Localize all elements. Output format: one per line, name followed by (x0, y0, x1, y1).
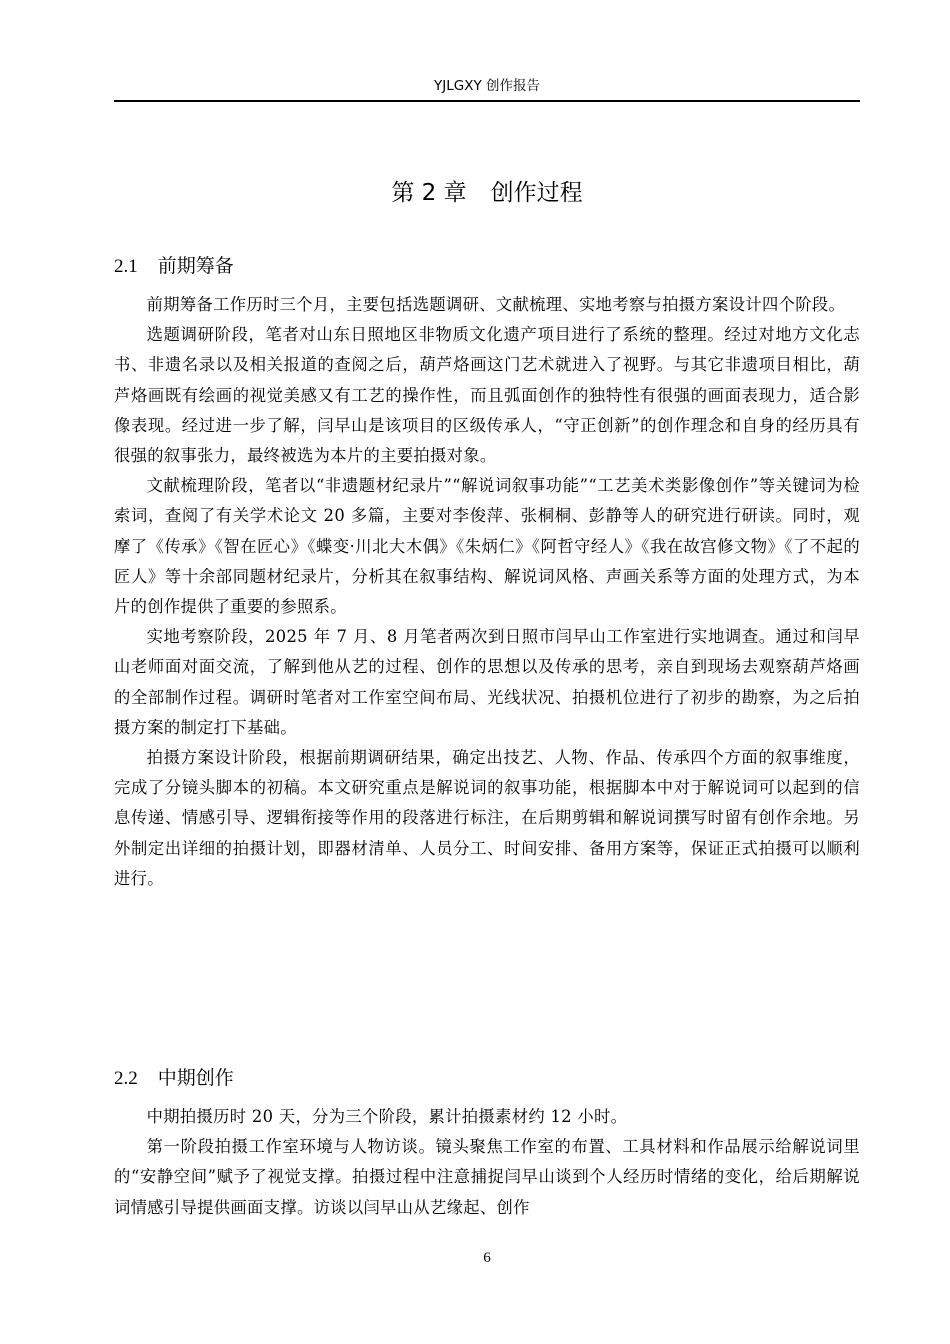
paragraph: 第一阶段拍摄工作室环境与人物访谈。镜头聚焦工作室的布置、工具材料和作品展示给解说词里的“安静空间”赋予了视觉支撑。拍摄过程中注意捕捉闫早山谈到个人经历时情绪的变化，给后期解说词情感引导提供画面支撑。访谈以闫早山从艺缘起、创作 (114, 1137, 860, 1217)
paragraph: 拍摄方案设计阶段，根据前期调研结果，确定出技艺、人物、作品、传承四个方面的叙事维度，完成了分镜头脚本的初稿。本文研究重点是解说词的叙事功能，根据脚本中对于解说词可以起到的信息传递、情感引导、逻辑衔接等作用的段落进行标注，在后期剪辑和解说词撰写时留有创作余地。另外制定出详细的拍摄计划，即器材清单、人员分工、时间安排、备用方案等，保证正式拍摄可以顺利进行。 (114, 748, 860, 888)
paragraph: 中期拍摄历时 20 天，分为三个阶段，累计拍摄素材约 12 小时。 (146, 1107, 628, 1126)
section-body-2-2 (114, 1102, 860, 1223)
paragraph: 前期筹备工作历时三个月，主要包括选题调研、文献梳理、实地考察与拍摄方案设计四个阶段。 (146, 295, 846, 314)
running-header: YJLGXY 创作报告 (434, 78, 540, 94)
section-number: 2.1 (114, 256, 138, 277)
chapter-name: 创作过程 (490, 180, 583, 206)
paragraph: 实地考察阶段，2025 年 7 月、8 月笔者两次到日照市闫早山工作室进行实地调查。通过和闫早山老师面对面交流，了解到他从艺的过程、创作的思想以及传承的思考，亲自到现场去观察葫芦烙画的全部制作过程。调研时笔者对工作室空间布局、光线状况、拍摄机位进行了初步的勘察，为之后拍摄方案的制定打下基础。 (114, 627, 860, 737)
section-body-2-1 (114, 290, 860, 894)
header-rule (114, 100, 860, 102)
section-title: 前期筹备 (157, 255, 234, 277)
paragraph: 文献梳理阶段，笔者以“非遗题材纪录片”“解说词叙事功能”“工艺美术类影像创作”等关键词为检索词，查阅了有关学术论文 20 多篇，主要对李俊萍、张桐桐、彭静等人的研究进行研读。同时，观摩了《传承》《智在匠心》《蝶变·川北大木偶》《朱炳仁》《阿哲守经人》《我在故宫修文物》《了不起的匠人》等十余部同题材纪录片，分析其在叙事结构、解说词风格、声画关系等方面的处理方式，为本片的创作提供了重要的参照系。 (114, 476, 860, 617)
chapter-number: 第 2 章 (391, 180, 467, 206)
section-heading-2-1 (114, 252, 860, 281)
section-heading-2-2 (114, 1064, 860, 1093)
paragraph: 选题调研阶段，笔者对山东日照地区非物质文化遗产项目进行了系统的整理。经过对地方文化志书、非遗名录以及相关报道的查阅之后，葫芦烙画这门艺术就进入了视野。与其它非遗项目相比，葫芦烙画既有绘画的视觉美感又有工艺的操作性，而且弧面创作的独特性有很强的画面表现力，适合影像表现。经过进一步了解，闫早山是该项目的区级传承人，“守正创新”的创作理念和自身的经历具有很强的叙事张力，最终被选为本片的主要拍摄对象。 (114, 325, 860, 466)
section-number: 2.2 (114, 1068, 138, 1089)
page-number: 6 (483, 1250, 491, 1266)
chapter-title (114, 176, 860, 210)
section-title: 中期创作 (157, 1067, 234, 1089)
